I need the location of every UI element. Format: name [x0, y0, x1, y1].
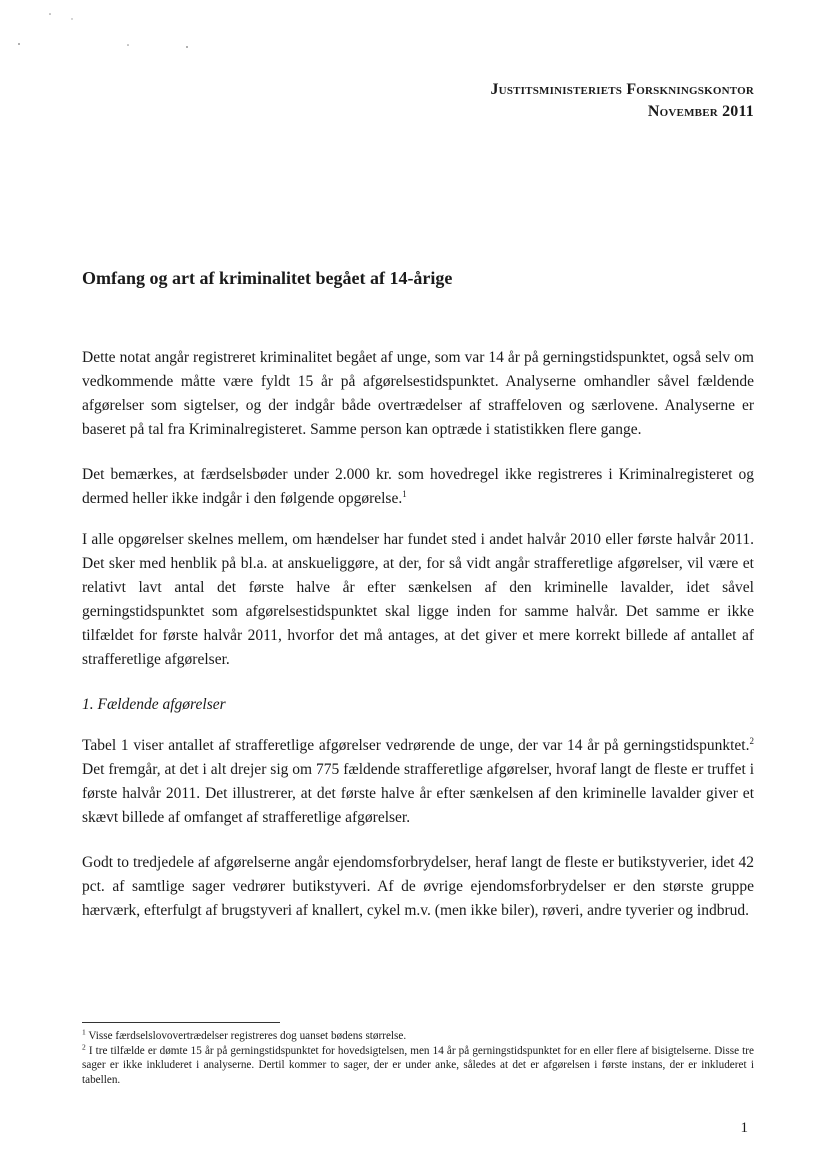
footnote-divider: [82, 1022, 280, 1023]
footnote-2: [82, 1041, 754, 1088]
paragraph-table1: [82, 734, 754, 830]
footnote-mark: 1: [82, 1027, 86, 1037]
document-header: [490, 79, 754, 123]
paragraph-table1-text-a: Tabel 1 viser antallet af strafferetlige afgørelser vedrørende de unge, der var 14 år på gerningstidspunktet.: [82, 737, 750, 754]
header-date: November 2011: [647, 103, 754, 120]
page-number: 1: [740, 1120, 748, 1136]
footnote-text: Visse færdselslovovertrædelser registreres dog uanset bødens størrelse.: [88, 1030, 407, 1042]
paragraph-property-crimes: Godt to tredjedele af afgørelserne angår ejendomsforbrydelser, heraf langt de fleste er butikstyverier, idet 42 pct. af samtlige sager vedrører butikstyveri. Af de øvrige ejendomsforbrydelser er den største gruppe hærværk, efterfulgt af brugstyveri af knallert, cykel m.v. (men ikke biler), røveri, andre tyverier og indbrud.: [82, 854, 754, 919]
header-organization: Justitsministeriets Forskningskontor: [490, 81, 754, 98]
scan-specks: [0, 0, 200, 60]
footnotes: [82, 1029, 754, 1087]
paragraph-halves: I alle opgørelser skelnes mellem, om hændelser har fundet sted i andet halvår 2010 eller første halvår 2011. Det sker med henblik på bl.a. at anskueliggøre, at der, for så vidt angår strafferetlige afgørelser, vil være et relativt lavt antal det første halve år efter sænkelsen af den kriminelle lavalder, idet såvel gerningstidspunktet som afgørelsestidspunktet skal ligge inden for samme halvår. Det samme er ikke tilfældet for første halvår 2011, hvorfor det må antages, at det giver et mere korrekt billede af antallet af strafferetlige afgørelser.: [82, 531, 754, 668]
paragraph-fines: [82, 463, 754, 511]
paragraph-fines-text: Det bemærkes, at færdselsbøder under 2.000 kr. som hovedregel ikke registreres i Kriminalregisteret og dermed heller ikke indgår i den følgende opgørelse.: [82, 466, 754, 507]
document-body: [82, 346, 754, 944]
footnote-1: [82, 1029, 754, 1044]
paragraph-table1-text-b: Det fremgår, at det i alt drejer sig om 775 fældende strafferetlige afgørelser, hvoraf langt de fleste er truffet i første halvår 2011. Det illustrerer, at det første halve år efter sænkelsen af den kriminelle lavalder giver et skævt billede af omfanget af strafferetlige afgørelser.: [82, 761, 754, 826]
footnote-text: I tre tilfælde er dømte 15 år på gerningstidspunktet for hovedsigtelsen, men 14 år på gerningstidspunktet for en eller flere af bisigtelserne. Disse tre sager er ikke inkluderet i analyserne. Dertil kommer to sager, der er under anke, således at det er afgørelsen i første instans, der er inkluderet i tabellen.: [82, 1044, 754, 1086]
footnote-ref-1: 1: [402, 488, 407, 499]
footnote-mark: 2: [82, 1041, 86, 1051]
document-title: Omfang og art af kriminalitet begået af 14-årige: [82, 268, 453, 288]
footnote-ref-2: 2: [749, 735, 754, 746]
section-heading-1: 1. Fældende afgørelser: [82, 696, 226, 713]
paragraph-intro: Dette notat angår registreret kriminalitet begået af unge, som var 14 år på gerningstidspunktet, også selv om vedkommende måtte være fyldt 15 år på afgørelsestidspunktet. Analyserne omhandler såvel fældende afgørelser som sigtelser, og der indgår både overtrædelser af straffeloven og særlovene. Analyserne er baseret på tal fra Kriminalregisteret. Samme person kan optræde i statistikken flere gange.: [82, 349, 754, 438]
